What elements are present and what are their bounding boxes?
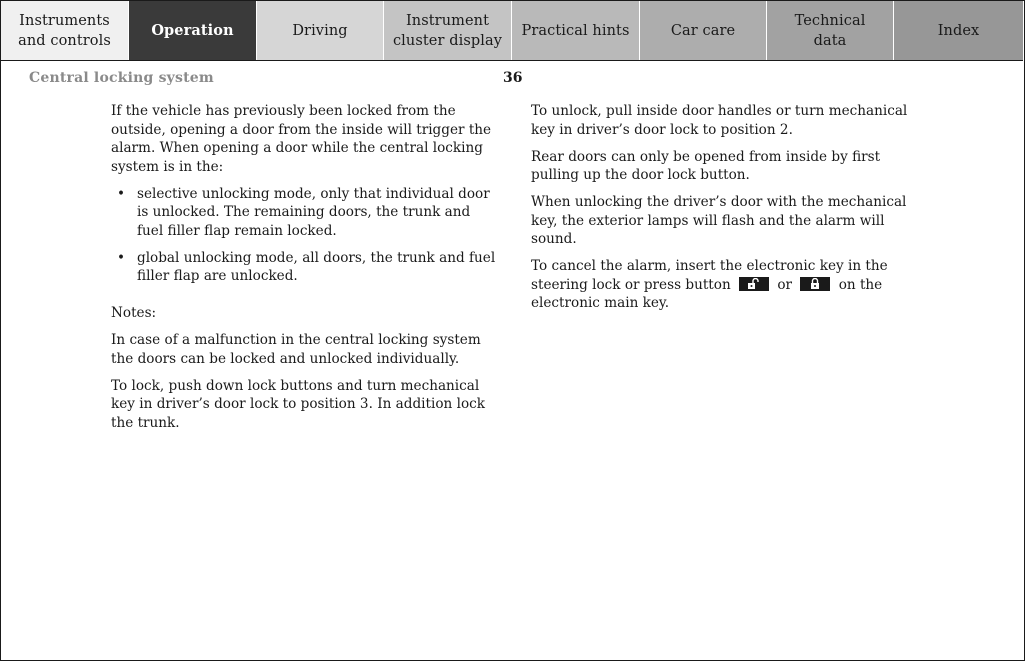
cancel-alarm-text-1: To cancel the alarm, insert the electronic key in the steering lock or press button [531, 258, 888, 293]
unlocking-driver-paragraph: When unlocking the driver’s door with the mechanical key, the exterior lamps will flash and the alarm will sound. [531, 194, 907, 247]
lock-button [800, 277, 830, 291]
malfunction-paragraph: In case of a malfunction in the central locking system the doors can be locked and unlocked individually. [111, 332, 481, 367]
unlock-icon [747, 278, 761, 290]
tab-driving[interactable]: Driving [257, 1, 384, 60]
tab-technical-data[interactable]: Technical data [767, 1, 894, 60]
intro-paragraph: If the vehicle has previously been locked from the outside, opening a door from the inside will trigger the alarm. When opening a door while the central locking system is in the: [111, 103, 492, 175]
tab-operation[interactable]: Operation [129, 1, 257, 60]
unlocking-mode-list [111, 185, 496, 286]
cancel-alarm-or: or [777, 276, 793, 293]
rear-doors-paragraph: Rear doors can only be opened from inside by first pulling up the door lock button. [531, 148, 881, 183]
page-number: 36 [503, 70, 523, 86]
unlock-button [739, 277, 769, 291]
tab-index[interactable]: Index [894, 1, 1023, 60]
lock-icon [808, 278, 822, 290]
cancel-alarm-paragraph [531, 257, 911, 313]
to-unlock-paragraph: To unlock, pull inside door handles or turn mechanical key in driver’s door lock to position 2. [531, 103, 908, 138]
tab-practical-hints[interactable]: Practical hints [512, 1, 640, 60]
right-column [531, 102, 911, 321]
left-column [111, 102, 496, 441]
cancel-alarm-text-2: on the electronic main key. [531, 276, 883, 311]
section-title: Central locking system [29, 70, 214, 86]
tab-instruments-and-controls[interactable]: Instruments and controls [1, 1, 129, 60]
tab-car-care[interactable]: Car care [640, 1, 767, 60]
to-lock-paragraph: To lock, push down lock buttons and turn mechanical key in driver’s door lock to position 3. In addition lock the trunk. [111, 377, 485, 431]
list-item: • global unlocking mode, all doors, the trunk and fuel filler flap are unlocked. [111, 249, 496, 286]
tab-instrument-cluster-display[interactable]: Instrument cluster display [384, 1, 512, 60]
list-item: • selective unlocking mode, only that individual door is unlocked. The remaining doors, the trunk and fuel filler flap remain locked. [111, 185, 496, 241]
chapter-tabs [1, 1, 1023, 61]
notes-heading: Notes: [111, 304, 157, 321]
